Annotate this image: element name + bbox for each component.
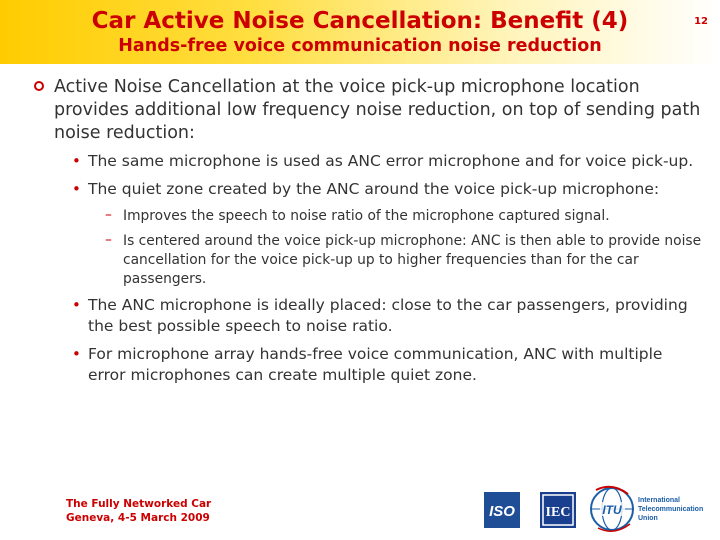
sub-bullet-item <box>34 151 704 172</box>
bullet-text: Improves the speech to noise ratio of the microphone captured signal. <box>123 208 610 224</box>
footer-event: The Fully Networked Car <box>66 498 212 510</box>
dot-bullet-icon: • <box>72 296 81 314</box>
slide-body <box>34 76 704 393</box>
sub-sub-bullet-item <box>34 232 704 289</box>
iso-logo-text: ISO <box>489 503 515 520</box>
sub-bullet-item <box>34 344 704 386</box>
slide-subtitle: Hands-free voice communication noise reduction <box>118 36 602 56</box>
iec-logo <box>540 492 576 528</box>
bullet-text: Active Noise Cancellation at the voice pick-up microphone location provides additional low frequency noise reduction, on top of sending path noise reduction: <box>54 77 701 143</box>
dot-bullet-icon: • <box>72 345 81 363</box>
bullet-item <box>34 76 704 145</box>
iec-logo-text: IEC <box>545 505 571 520</box>
itu-logo <box>588 484 714 534</box>
footer-date: Geneva, 4-5 March 2009 <box>66 512 210 524</box>
page-number: 12 <box>694 16 708 27</box>
itu-name-line1: International <box>638 497 681 504</box>
footer-text <box>66 497 211 525</box>
dot-bullet-icon: • <box>72 152 81 170</box>
bullet-text: The same microphone is used as ANC error microphone and for voice pick-up. <box>88 152 694 170</box>
slide-title: Car Active Noise Cancellation: Benefit (4) <box>91 8 629 34</box>
sub-bullet-item <box>34 295 704 337</box>
bullet-text: The ANC microphone is ideally placed: close to the car passengers, providing the best possible speech to noise ratio. <box>88 296 688 335</box>
circle-bullet-icon <box>34 81 44 91</box>
itu-name-line3: Union <box>638 515 658 522</box>
dash-bullet-icon: – <box>105 232 112 248</box>
iso-logo <box>484 492 520 528</box>
itu-logo-text: ITU <box>602 503 622 517</box>
sub-sub-bullet-item <box>34 207 704 226</box>
title-banner <box>0 0 720 64</box>
dot-bullet-icon: • <box>72 180 81 198</box>
dash-bullet-icon: – <box>105 207 112 223</box>
bullet-text: For microphone array hands-free voice communication, ANC with multiple error microphones can create multiple quiet zone. <box>88 345 663 384</box>
bullet-text: The quiet zone created by the ANC around the voice pick-up microphone: <box>88 180 660 198</box>
itu-name-line2: Telecommunication <box>638 506 704 513</box>
sub-bullet-item <box>34 179 704 200</box>
bullet-text: Is centered around the voice pick-up microphone: ANC is then able to provide noise cancellation for the voice pick-up up to higher frequencies than for the car passengers. <box>123 233 702 287</box>
